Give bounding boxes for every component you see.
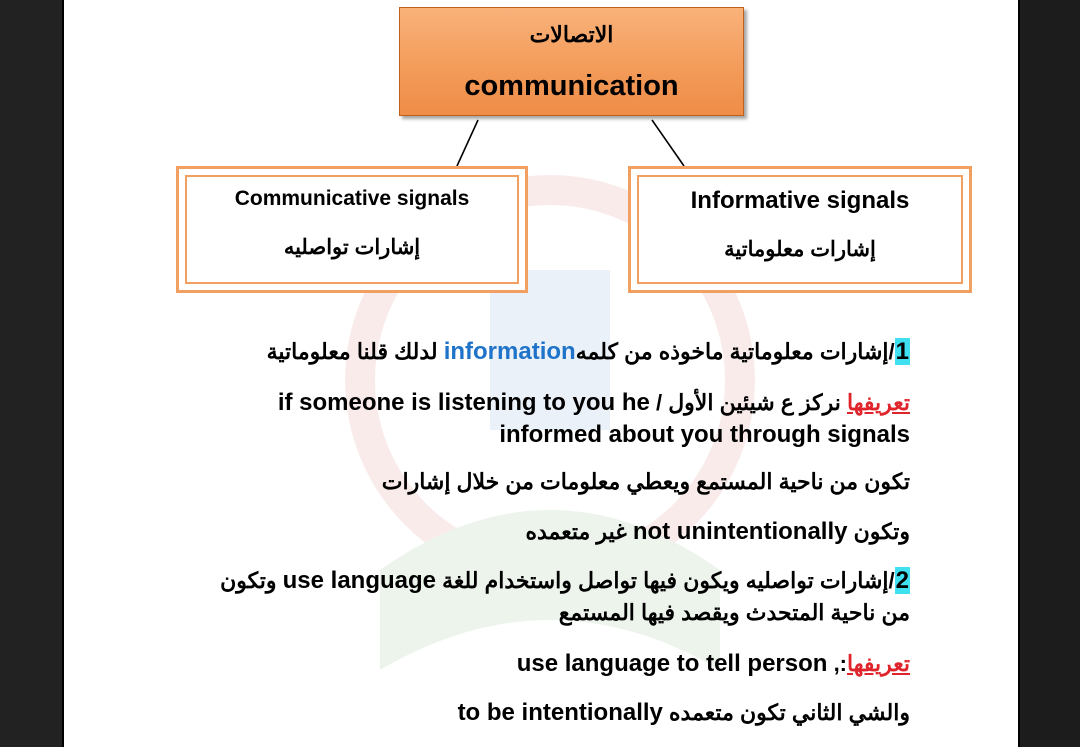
informative-english-label: Informative signals <box>690 187 910 214</box>
line-2-continuation: informed about you through signals <box>499 421 910 448</box>
line-4-arabic-2: غير متعمده <box>525 519 633 544</box>
line-5-text-b: وتكون <box>220 568 283 593</box>
item-number-1: 1 <box>895 338 909 365</box>
root-node-communication <box>399 7 744 116</box>
line-5-continuation: من ناحية المتحدث ويقصد فيها المستمع <box>558 600 910 625</box>
node-informative-signals <box>628 166 972 293</box>
line-6-punct: :, <box>827 651 848 676</box>
line-7-arabic: والشي الثاني تكون متعمده <box>662 700 910 725</box>
node-communicative-signals <box>176 166 528 293</box>
line-4-arabic: وتكون <box>847 519 910 544</box>
line-2-arabic: نركز ع شيئين الأول / <box>649 390 848 415</box>
line-6-english: use language to tell person <box>516 650 828 677</box>
line-6 <box>517 650 910 678</box>
line-5-text-a: /إشارات تواصليه ويكون فيها تواصل واستخدام للغة <box>436 568 895 593</box>
communicative-arabic-label: إشارات تواصليه <box>283 236 421 259</box>
line-4 <box>525 518 910 546</box>
line-1 <box>267 338 910 366</box>
keyword-information: information <box>443 338 576 365</box>
root-arabic-label: الاتصالات <box>529 22 614 47</box>
line-5-english: use language <box>282 567 436 594</box>
line-4-english: not unintentionally <box>632 518 848 545</box>
line-7 <box>458 699 910 727</box>
item-number-2: 2 <box>895 567 909 594</box>
communicative-english-label: Communicative signals <box>234 187 470 210</box>
line-1-text-a: /إشارات معلوماتية ماخوذه من كلمه <box>575 339 895 364</box>
informative-arabic-label: إشارات معلوماتية <box>724 238 876 261</box>
root-english-label: communication <box>464 70 679 102</box>
line-7-english: to be intentionally <box>457 699 663 726</box>
definition-label-2: تعريفها <box>847 651 910 676</box>
line-3: تكون من ناحية المستمع ويعطي معلومات من خلال إشارات <box>381 469 910 494</box>
line-2-english: if someone is listening to you he <box>277 389 650 416</box>
line-5 <box>220 567 910 595</box>
definition-label-1: تعريفها <box>847 390 910 415</box>
line-2 <box>278 389 910 417</box>
line-1-text-b: لدلك قلنا معلوماتية <box>266 339 444 364</box>
